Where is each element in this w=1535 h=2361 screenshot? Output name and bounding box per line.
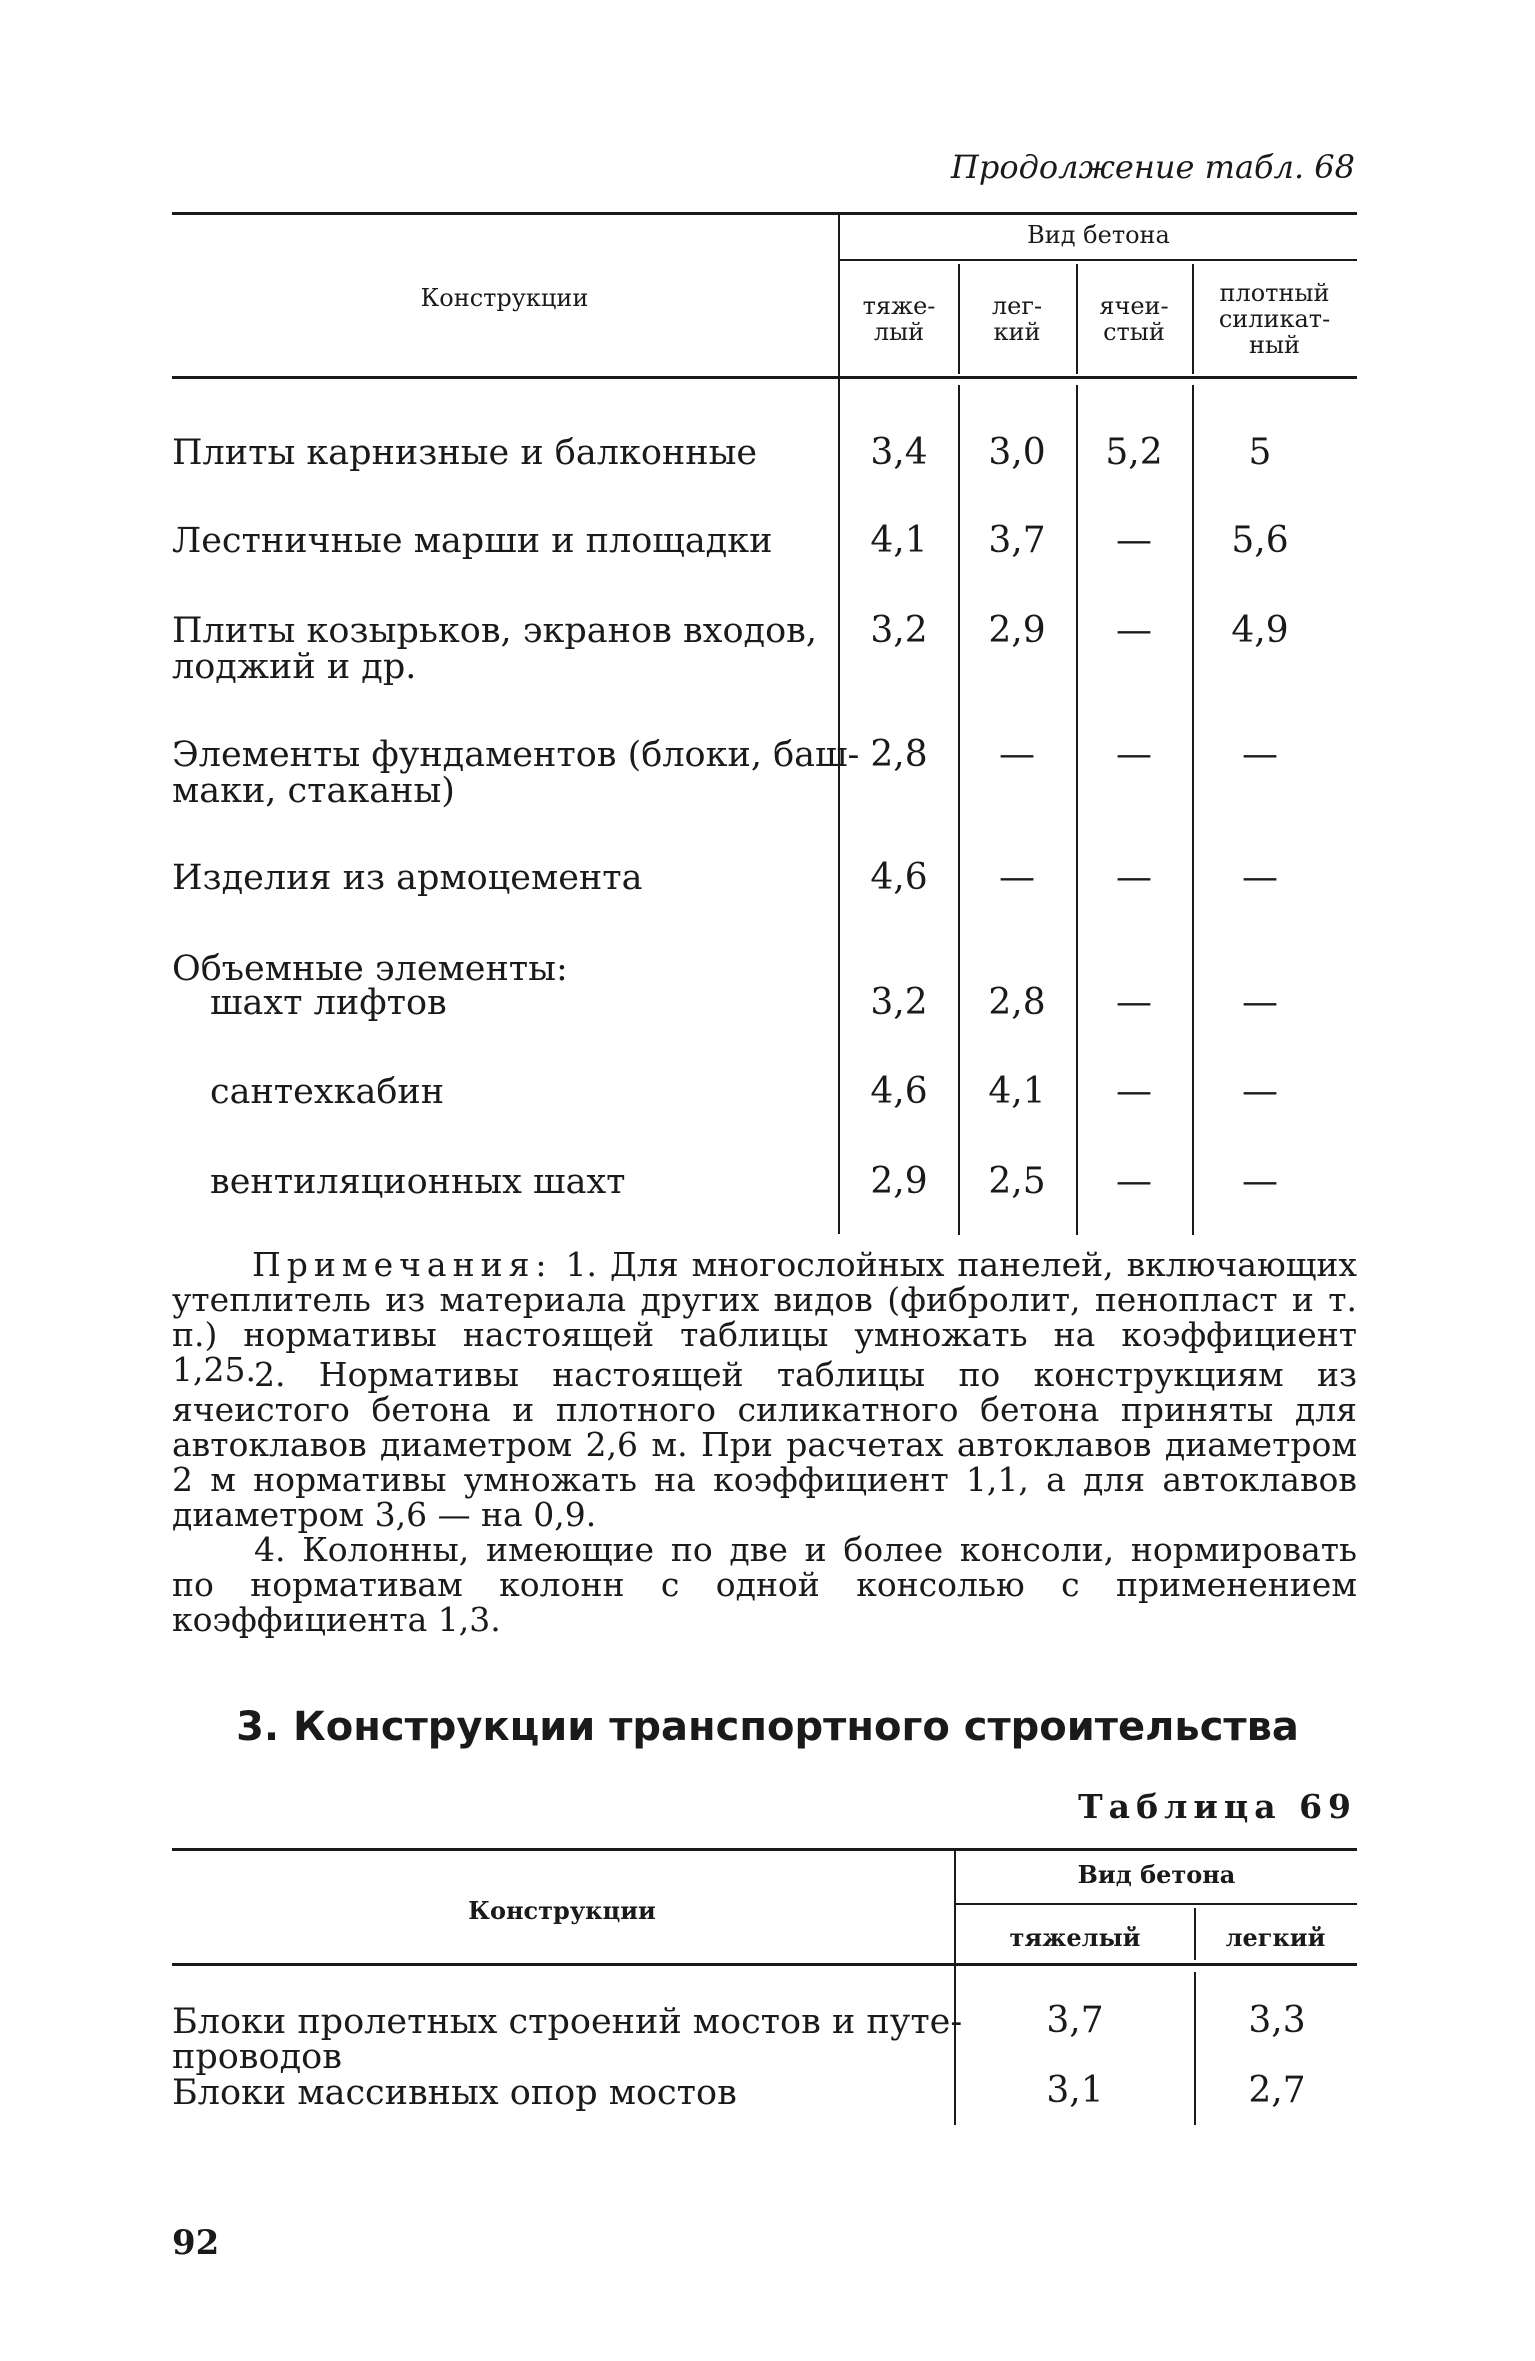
table68-row-label: Лестничные марши и площадки [172,521,773,561]
table68-row-label: Плиты карнизные и балконные [172,433,758,473]
table69-row-label: Блоки массивных опор мостов [172,2073,737,2113]
notes-heading: Примечания: [252,1245,553,1284]
page-number: 92 [172,2223,220,2263]
continuation-caption: Продолжение табл. 68 [950,148,1355,186]
table68-col-constructions: Конструкции [420,284,589,312]
table69-cell: 3,3 [1248,2000,1306,2041]
table69-cell: 3,7 [1046,2000,1104,2041]
table69-type-light: легкий [1225,1923,1326,1952]
table69-col-group: Вид бетона [1077,1860,1236,1889]
table68-cell: — [1116,1161,1152,1202]
table69-cell: 3,1 [1046,2070,1104,2111]
table68-cell: 2,8 [988,982,1046,1023]
table69-row-label-cont: проводов [172,2037,342,2077]
table68-type-heavy: тяже- лый [862,292,936,346]
table68-cell: 2,9 [988,610,1046,651]
table68-type-cellular: ячеи- стый [1099,292,1169,346]
table68-cell: 2,8 [870,734,928,775]
table68-col-group: Вид бетона [1027,221,1170,249]
table68-row-label: шахт лифтов [210,983,447,1023]
table68-cell: 2,5 [988,1161,1046,1202]
table68-cell: — [999,734,1035,775]
table68-cell: — [1242,982,1278,1023]
table68-cell: — [1242,734,1278,775]
table68-cell: — [1116,1071,1152,1112]
table68-row-label-cont: лоджий и др. [172,647,417,687]
table68-row-label: сантехкабин [210,1072,445,1112]
table68-cell: 2,9 [870,1161,928,1202]
table68-cell: 4,6 [870,1071,928,1112]
table68-row-label: вентиляционных шахт [210,1162,626,1202]
table68-cell: — [1242,1161,1278,1202]
note-1-text: 1. Для многослойных панелей, включающих утеплитель из материала других видов (фибролит, пенопласт и т. п.) нормативы настоящей таблицы умножать на коэффициент 1,25. [172,1245,1357,1389]
table68-cell: 4,6 [870,857,928,898]
table68-row-label: Изделия из армоцемента [172,858,643,898]
table68-row-label: Элементы фундаментов (блоки, баш- [172,735,860,775]
table68-cell: 3,2 [870,982,928,1023]
table68-cell: 4,9 [1231,610,1289,651]
table68-cell: 3,2 [870,610,928,651]
table68-type-silicate: плотный силикат- ный [1218,279,1331,359]
table68-group-label: Объемные элементы: [172,949,568,989]
table68-cell: 3,7 [988,520,1046,561]
table68-cell: — [1242,857,1278,898]
table69-caption: Таблица 69 [1078,1787,1357,1826]
table68-row-label: Плиты козырьков, экранов входов, [172,611,817,651]
table69-type-heavy: тяжелый [1009,1923,1141,1952]
table68-cell: 3,0 [988,432,1046,473]
note-4: 4. Колонны, имеющие по две и более консоли, нормировать по нормативам колонн с одной консолью с применением коэффициента 1,3. [172,1530,1357,1639]
table69-row-label: Блоки пролетных строений мостов и путе- [172,2002,963,2042]
table68-cell: — [1116,734,1152,775]
table68-row-label-cont: маки, стаканы) [172,771,455,811]
table68-cell: — [1116,982,1152,1023]
table69-col-constructions: Конструкции [468,1896,656,1925]
table68-cell: — [999,857,1035,898]
table68-cell: — [1242,1071,1278,1112]
table68-cell: 5,2 [1105,432,1163,473]
table68-cell: — [1116,520,1152,561]
table68-cell: — [1116,610,1152,651]
table68-cell: 3,4 [870,432,928,473]
section-title: 3. Конструкции транспортного строительства [236,1704,1299,1750]
table68-type-light: лег- кий [991,292,1043,346]
table68-cell: 4,1 [870,520,928,561]
table68-cell: 4,1 [988,1071,1046,1112]
table69-cell: 2,7 [1248,2070,1306,2111]
table68-cell: 5,6 [1231,520,1289,561]
table68-cell: — [1116,857,1152,898]
table68-cell: 5 [1248,432,1272,473]
note-2: 2. Нормативы настоящей таблицы по конструкциям из ячеистого бетона и плотного силикатного бетона приняты для автоклавов диаметром 2,6 м. При расчетах автоклавов диаметром 2 м нормативы умножать на коэффициент 1,1, а для автоклавов диаметром 3,6 — на 0,9. [172,1355,1357,1534]
